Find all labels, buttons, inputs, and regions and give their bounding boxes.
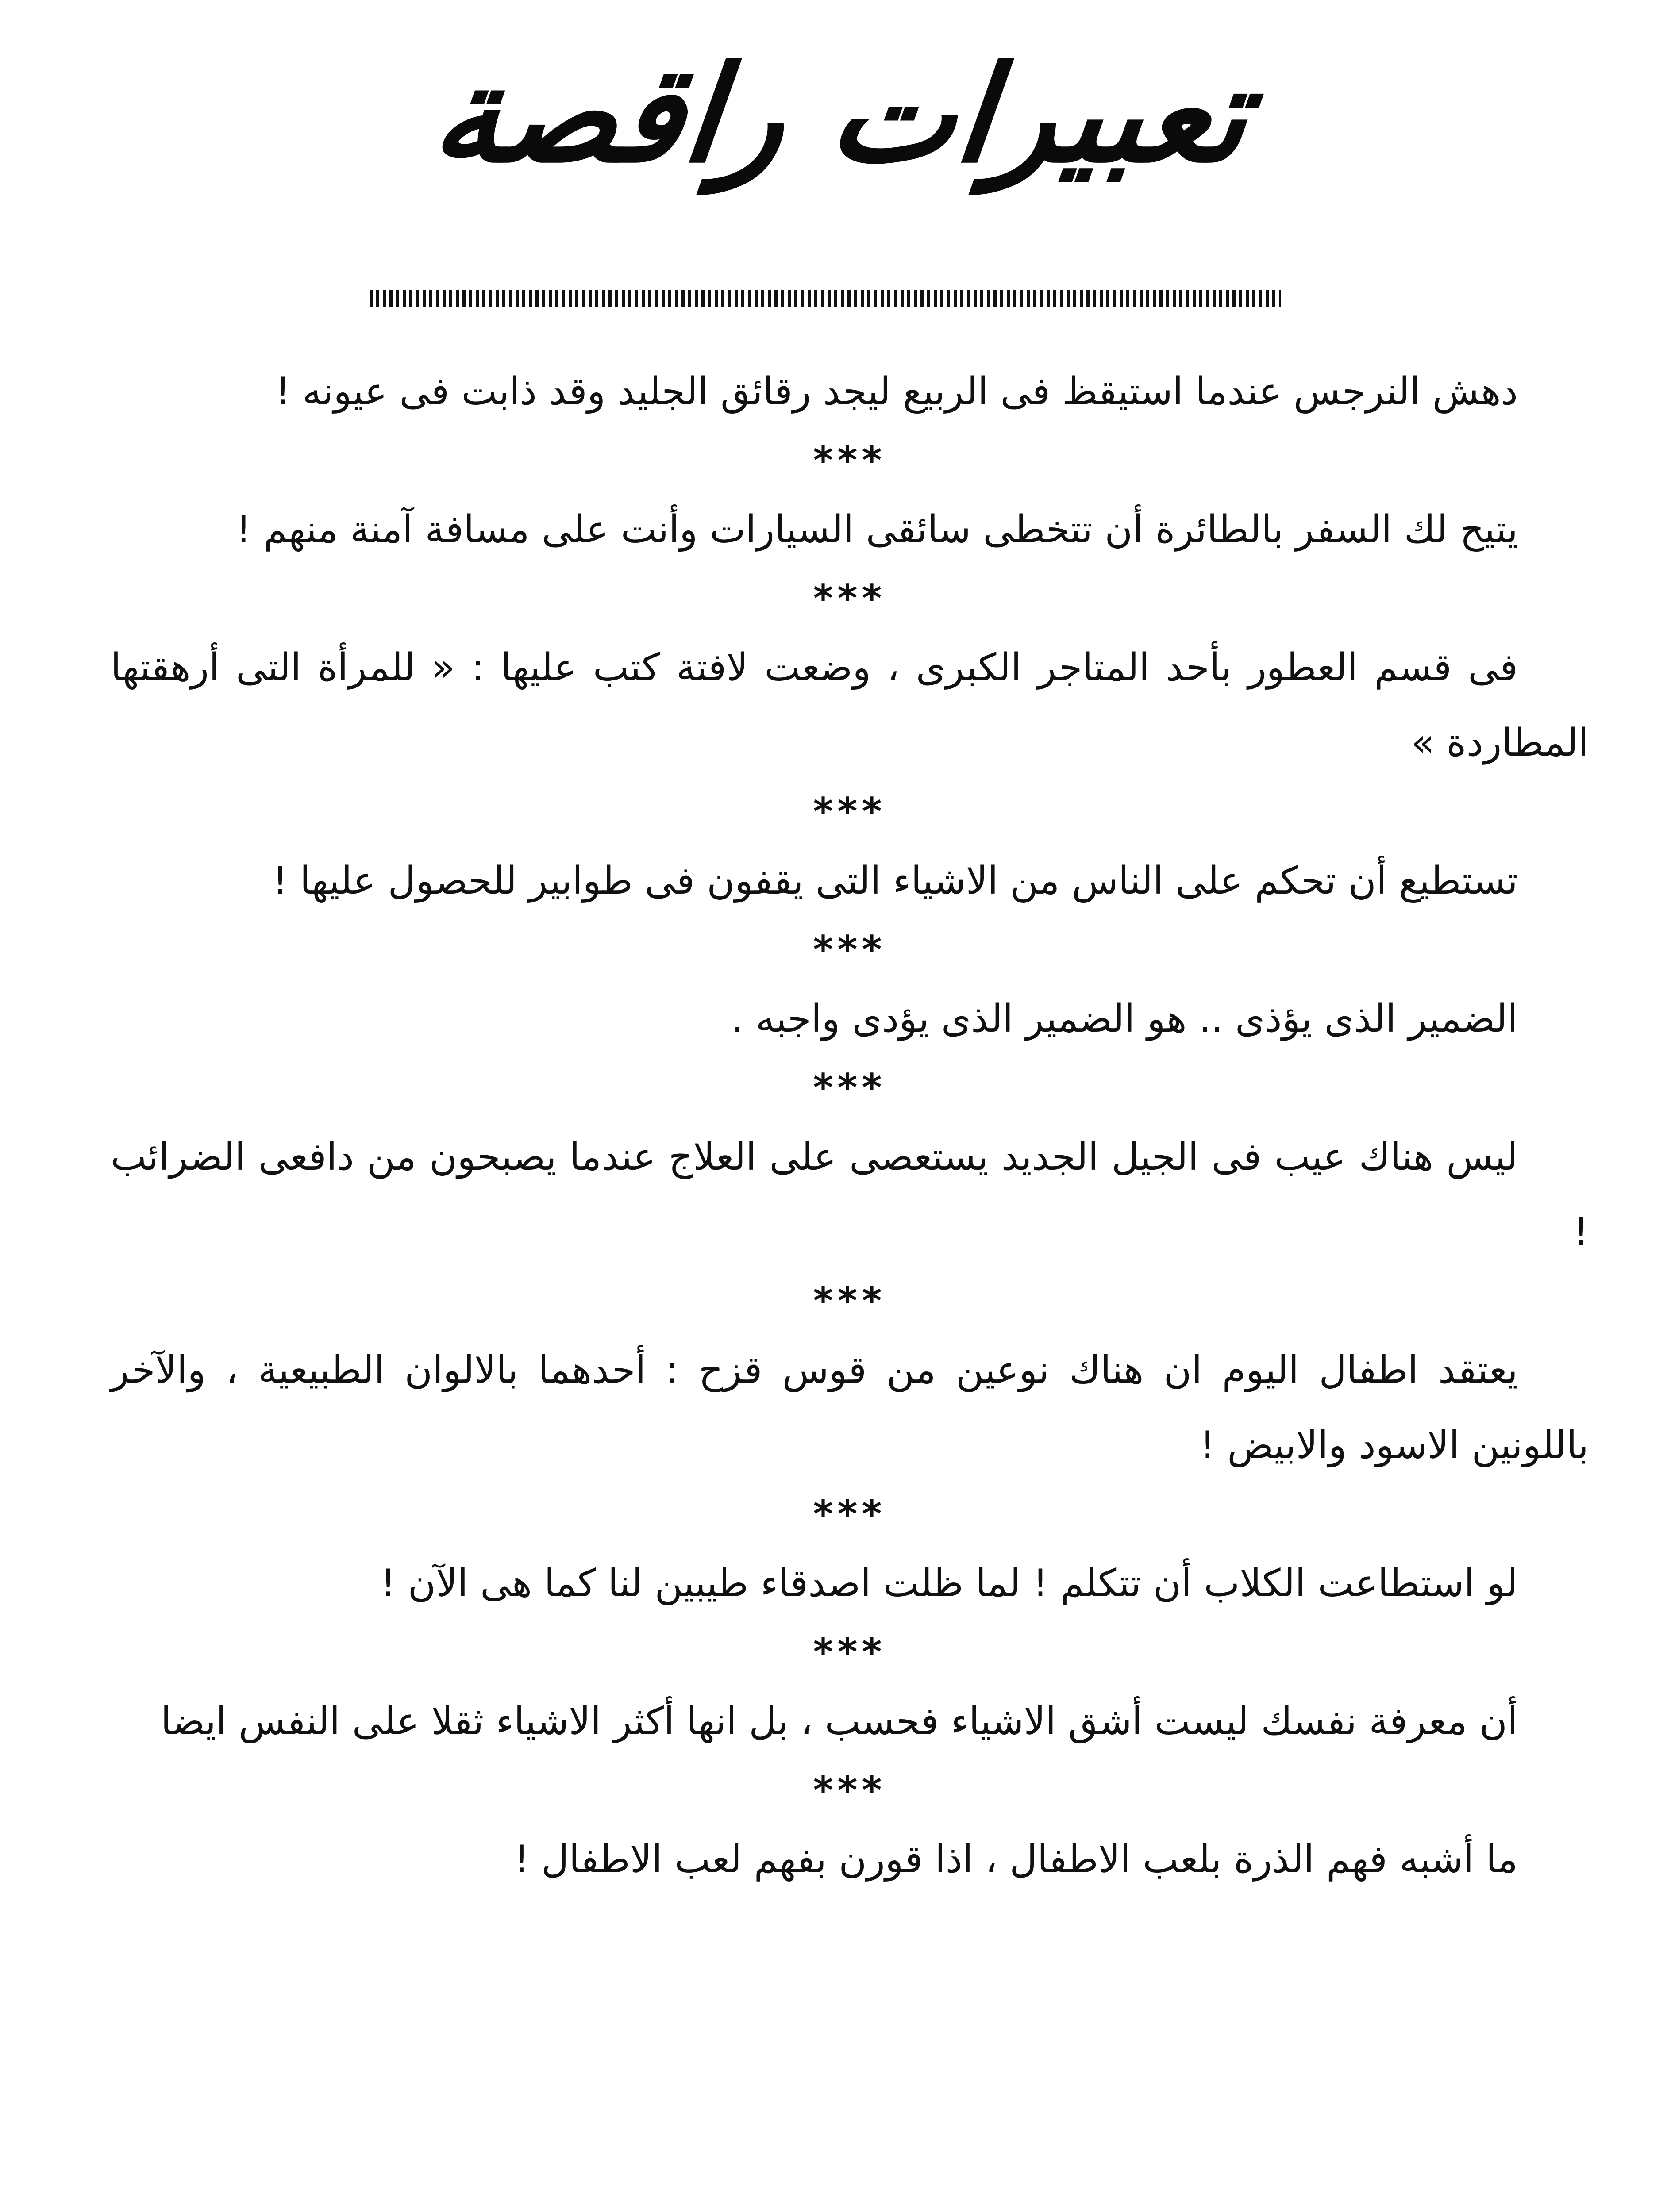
article-title: تعبيرات راقصة [426,38,1256,192]
aphorism-3: فى قسم العطور بأحد المتاجر الكبرى ، وضعت لافتة كتب عليها : « للمرأة التى أرهقتها المطاردة » [111,645,1589,765]
star-separator: *** [813,1066,886,1110]
aphorism-9: أن معرفة نفسك ليست أشق الاشياء فحسب ، بل انها أكثر الاشياء ثقلا على النفس ايضا [161,1699,1518,1743]
star-separator: *** [813,438,886,483]
star-separator: *** [813,1630,886,1674]
aphorism-7: يعتقد اطفال اليوم ان هناك نوعين من قوس قزح : أحدهما بالالوان الطبيعية ، والآخر باللونين الاسود والابيض ! [111,1348,1589,1467]
star-separator: *** [813,576,886,621]
article-body [111,354,1589,2203]
aphorism-6: ليس هناك عيب فى الجيل الجديد يستعصى على العلاج عندما يصبحون من دافعى الضرائب ! [111,1135,1589,1254]
aphorism-5: الضمير الذى يؤذى .. هو الضمير الذى يؤدى واجبه . [731,997,1518,1041]
title-divider [370,290,1281,307]
star-separator: *** [813,928,886,972]
aphorism-1: دهش النرجس عندما استيقظ فى الربيع ليجد رقائق الجليد وقد ذابت فى عيونه ! [275,369,1518,414]
star-separator: *** [813,790,886,834]
aphorism-2: يتيح لك السفر بالطائرة أن تتخطى سائقى السيارات وأنت على مسافة آمنة منهم ! [236,507,1518,552]
star-separator: *** [813,1768,886,1813]
aphorism-10: ما أشبه فهم الذرة بلعب الاطفال ، اذا قورن بفهم لعب الاطفال ! [514,1837,1518,1882]
star-separator: *** [813,1279,886,1323]
aphorism-8: لو استطاعت الكلاب أن تتكلم ! لما ظلت اصدقاء طيبين لنا كما هى الآن ! [380,1561,1518,1605]
aphorism-4: تستطيع أن تحكم على الناس من الاشياء التى يقفون فى طوابير للحصول عليها ! [272,859,1518,903]
star-separator: *** [813,1492,886,1536]
